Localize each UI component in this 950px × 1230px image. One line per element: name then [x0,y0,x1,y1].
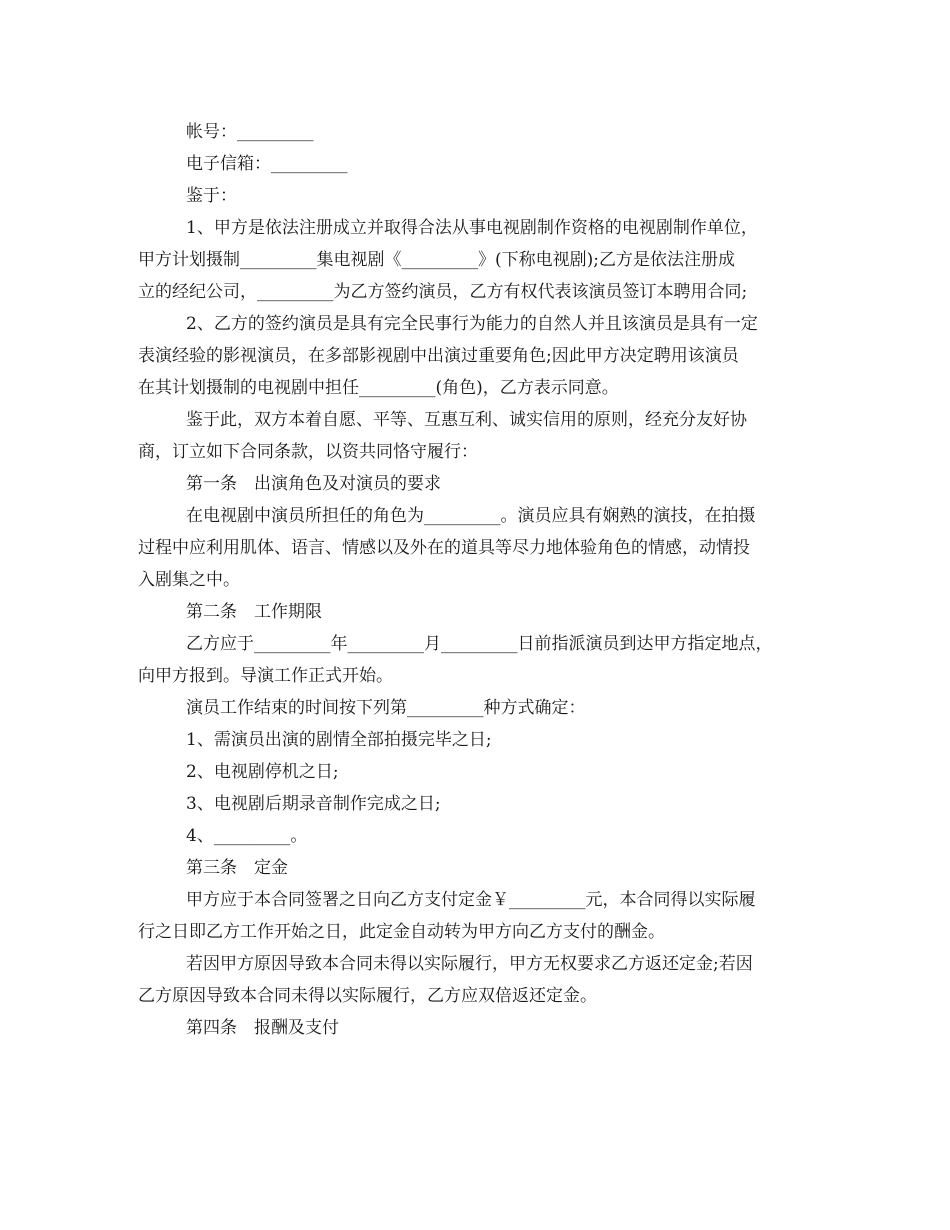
text-line: 行之日即乙方工作开始之日，此定金自动转为甲方向乙方支付的酬金。 [138,922,665,942]
text-line: 1、甲方是依法注册成立并取得合法从事电视剧制作资格的电视剧制作单位， [186,218,758,238]
text-line: 立的经纪公司，_________为乙方签约演员，乙方有权代表该演员签订本聘用合同; [138,282,748,302]
text-line: 第一条 出演角色及对演员的要求 [186,474,441,494]
text-line: 甲方计划摄制_________集电视剧《_________》(下称电视剧);乙方是依法注册成 [138,250,735,270]
text-line: 4、_________。 [186,826,308,846]
text-line: 2、电视剧停机之日; [186,762,339,782]
text-line: 表演经验的影视演员，在多部影视剧中出演过重要角色;因此甲方决定聘用该演员 [138,346,739,366]
text-line: 第三条 定金 [186,858,288,878]
contract-body [138,116,818,1044]
text-line: 过程中应利用肌体、语言、情感以及外在的道具等尽力地体验角色的情感，动情投 [138,538,750,558]
text-line: 3、电视剧后期录音制作完成之日; [186,794,441,814]
text-line: 帐号：_________ [186,122,314,142]
text-line: 在其计划摄制的电视剧中担任_________(角色)，乙方表示同意。 [138,378,619,398]
text-line: 第四条 报酬及支付 [186,1018,339,1038]
text-line: 1、需演员出演的剧情全部拍摄完毕之日; [186,730,492,750]
text-line: 若因甲方原因导致本合同未得以实际履行，甲方无权要求乙方返还定金;若因 [186,954,753,974]
text-line: 商，订立如下合同条款，以资共同恪守履行： [138,442,478,462]
text-line: 乙方原因导致本合同未得以实际履行，乙方应双倍返还定金。 [138,986,597,1006]
text-line: 第二条 工作期限 [186,602,322,622]
text-line: 在电视剧中演员所担任的角色为_________。演员应具有娴熟的演技，在拍摄 [186,506,756,526]
text-line: 向甲方报到。导演工作正式开始。 [138,666,393,686]
text-line: 电子信箱：_________ [186,154,348,174]
text-line: 演员工作结束的时间按下列第_________种方式确定： [186,698,586,718]
text-line: 鉴于： [186,186,237,206]
text-line: 鉴于此，双方本着自愿、平等、互惠互利、诚实信用的原则，经充分友好协 [186,410,747,430]
text-line: 入剧集之中。 [138,570,240,590]
text-line: 2、乙方的签约演员是具有完全民事行为能力的自然人并且该演员是具有一定 [186,314,758,334]
text-line: 乙方应于_________年_________月_________日前指派演员到达甲方指定地点， [186,634,773,654]
text-line: 甲方应于本合同签署之日向乙方支付定金￥_________元，本合同得以实际履 [186,890,756,910]
